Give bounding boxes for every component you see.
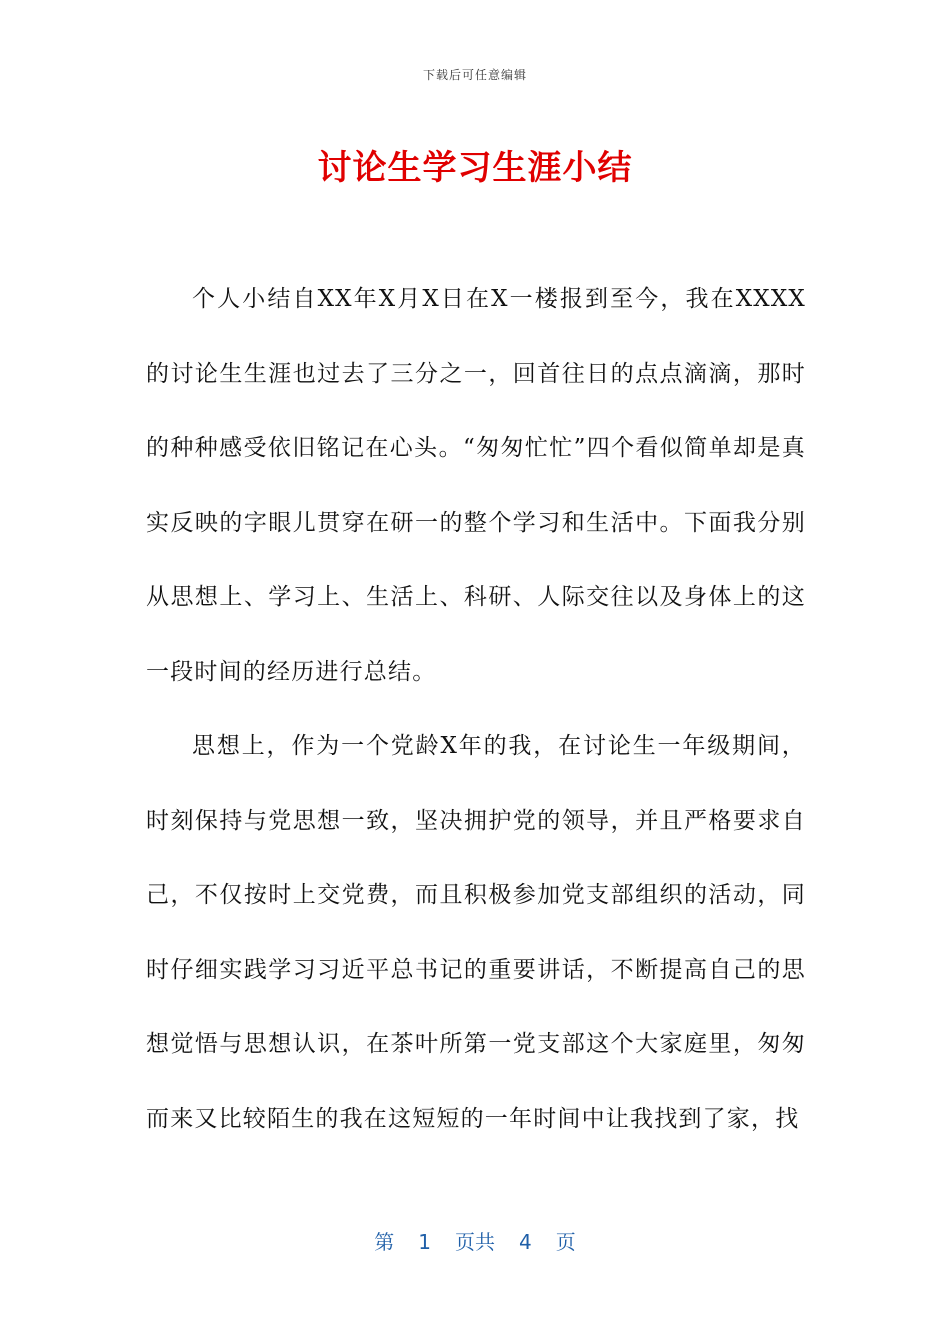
header-note: 下载后可任意编辑: [422, 68, 527, 82]
page-footer: [0, 1226, 950, 1255]
footer-prefix: 第: [374, 1230, 395, 1254]
footer-suffix: 页: [555, 1230, 576, 1254]
paragraph-2: 思想上，作为一个党龄X年的我，在讨论生一年级期间，时刻保持与党思想一致，坚决拥护党的领导，并且严格要求自己，不仅按时上交党费，而且积极参加党支部组织的活动，同时仔细实践学习习近平总书记的重要讲话，不断提高自己的思想觉悟与思想认识，在茶叶所第一党支部这个大家庭里，匆匆而来又比较陌生的我在这短短的一年时间中让我找到了家，找: [146, 733, 806, 1132]
footer-total-pages: 4: [519, 1230, 532, 1254]
document-body: [146, 262, 806, 1156]
paragraph-1: 个人小结自XX年X月X日在X一楼报到至今，我在XXXX的讨论生生涯也过去了三分之一，回首往日的点点滴滴，那时的种种感受依旧铭记在心头。“匆匆忙忙”四个看似简单却是真实反映的字眼儿贯穿在研一的整个学习和生活中。下面我分别从思想上、学习上、生活上、科研、人际交往以及身体上的这一段时间的经历进行总结。: [146, 286, 806, 685]
footer-mid: 页共: [455, 1230, 495, 1254]
document-title: 讨论生学习生涯小结: [317, 148, 633, 188]
footer-current-page: 1: [418, 1230, 431, 1254]
